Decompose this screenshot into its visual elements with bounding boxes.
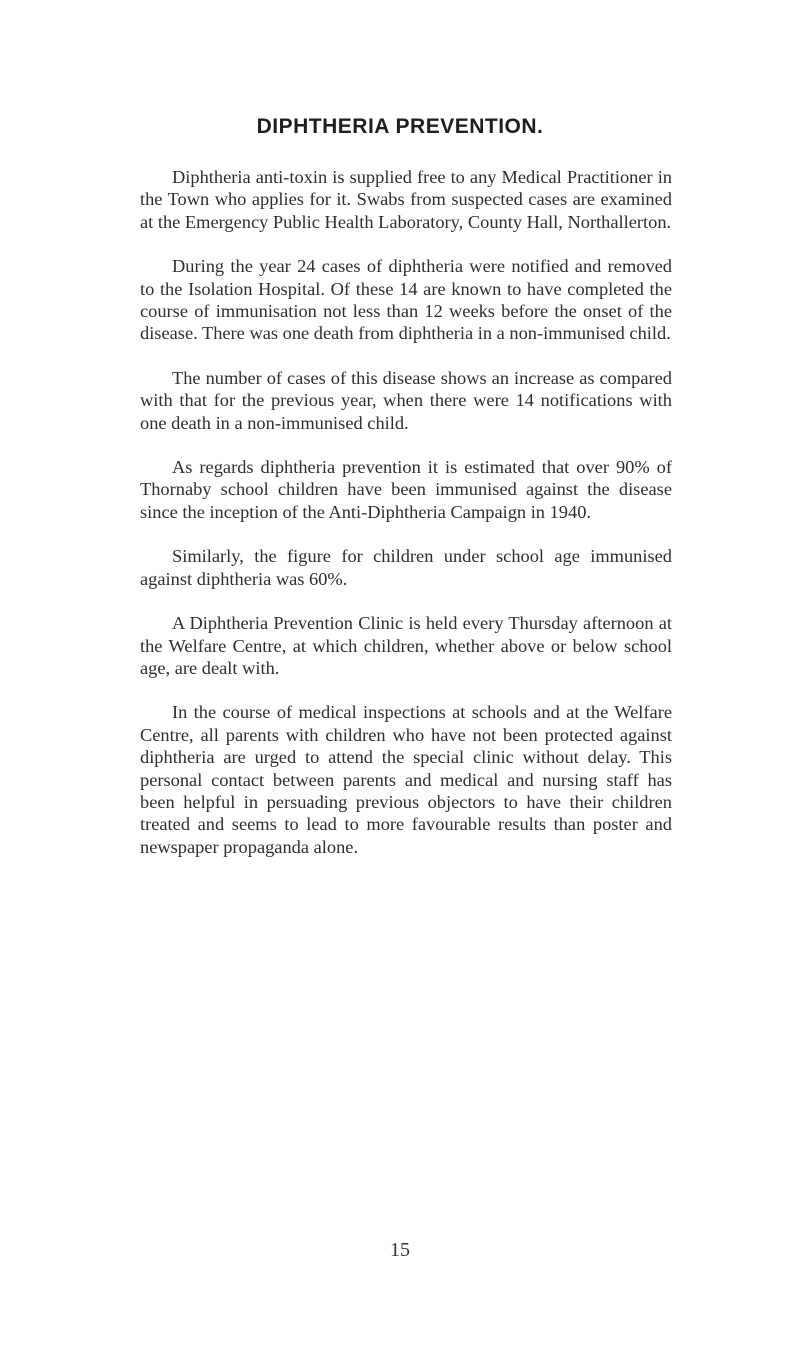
paragraph-antitoxin: Diphtheria anti-toxin is supplied free to any Medical Practitioner in the Town who applies for it. Swabs from suspected cases are examined at the Emergency Public Health Laboratory, County Hall, Northallerton. xyxy=(140,167,672,232)
paragraph-increase: The number of cases of this disease shows an increase as compared with that for the previous year, when there were 14 notifications with one death in a non-immunised child. xyxy=(140,367,672,433)
paragraph-under-school-age: Similarly, the figure for children under school age immunised against diphtheria was 60%. xyxy=(140,546,672,589)
paragraph-cases-notified: During the year 24 cases of diphtheria were notified and removed to the Isolation Hospital. Of these 14 are known to have completed the course of immunisation not less than 12 weeks before the onset of the disease. There was one death from diphtheria in a non-immunised child. xyxy=(140,256,672,344)
page-number: 15 xyxy=(390,1239,410,1261)
body-text xyxy=(140,166,672,880)
paragraph-medical-inspections: In the course of medical inspections at schools and at the Welfare Centre, all parents with children who have not been protected against diphtheria are urged to attend the special clinic without delay. This personal contact between parents and medical and nursing staff has been helpful in persuading previous objectors to have their children treated and seems to lead to more favourable results than poster and newspaper propaganda alone. xyxy=(140,702,672,857)
page-title: DIPHTHERIA PREVENTION. xyxy=(256,115,544,138)
paragraph-clinic: A Diphtheria Prevention Clinic is held every Thursday afternoon at the Welfare Centre, at which children, whether above or below school age, are dealt with. xyxy=(140,613,672,678)
paragraph-school-immunisation: As regards diphtheria prevention it is estimated that over 90% of Thornaby school children have been immunised against the disease since the inception of the Anti-Diphtheria Campaign in 1940. xyxy=(140,457,672,522)
